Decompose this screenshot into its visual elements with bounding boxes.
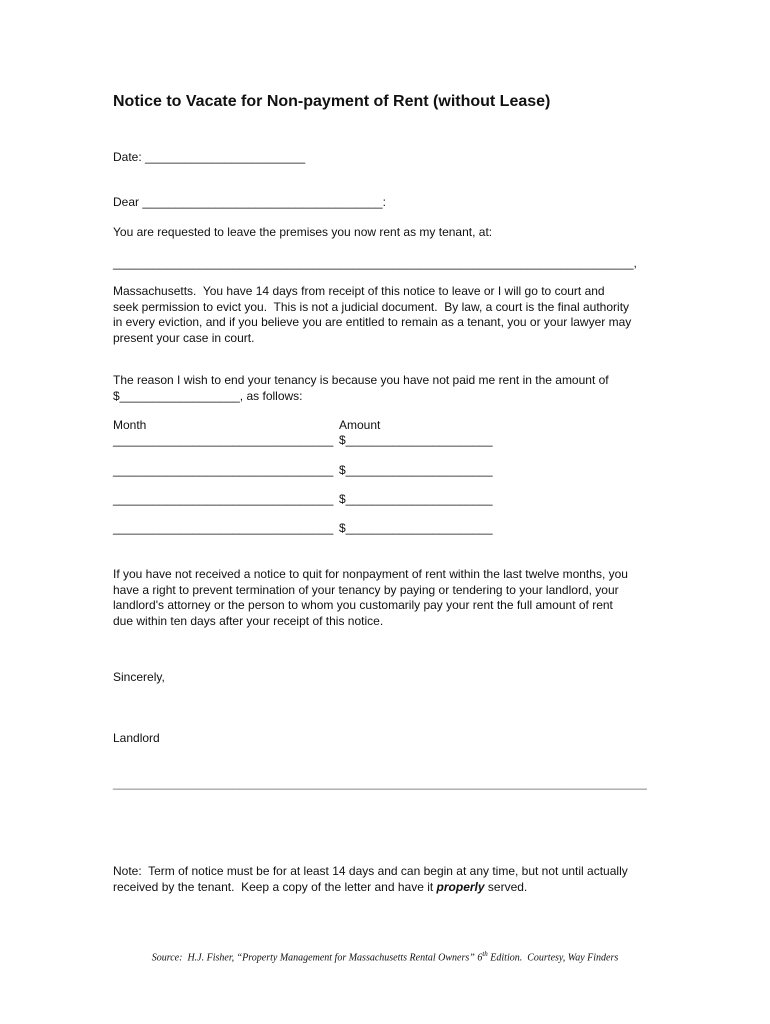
amount-header: Amount (339, 418, 381, 432)
source-footer (0, 950, 770, 963)
source-text: Source: H.J. Fisher, “Property Management for Massachusetts Rental Owners” 6 (151, 952, 483, 964)
amount-blank: $______________________ (339, 521, 493, 535)
intro-text: You are requested to leave the premises you now rent as my tenant, at: (113, 225, 493, 239)
notice-line: Massachusetts. You have 14 days from receipt of this notice to leave or I will go to court and (113, 284, 605, 298)
edition-superscript: th (482, 950, 488, 958)
amount-blank: $______________________ (339, 433, 493, 447)
notice-paragraph (113, 284, 663, 346)
reason-line: The reason I wish to end your tenancy is because you have not paid me rent in the amount of (113, 373, 609, 387)
amount-blank: $______________________ (339, 463, 493, 477)
right-line: due within ten days after your receipt of this notice. (113, 613, 384, 628)
notice-line: seek permission to evict you. This is not a judicial document. By law, a court is the final authority (113, 299, 630, 314)
month-blank: _________________________________ (113, 492, 334, 506)
right-line: landlord's attorney or the person to whom you customarily pay your rent the full amount of rent (113, 598, 613, 612)
month-blank: _________________________________ (113, 521, 334, 535)
source-text-end: Edition. Courtesy, Way Finders (487, 952, 619, 964)
right-line: have a right to prevent termination of your tenancy by paying or tendering to your landlord, your (113, 582, 619, 597)
right-line: If you have not received a notice to quit for nonpayment of rent within the last twelve months, you (113, 567, 628, 581)
note-line: Note: Term of notice must be for at least 14 days and can begin at any time, but not until actually (113, 864, 628, 878)
closing-text: Sincerely, (113, 670, 165, 684)
dear-line: Dear ____________________________________: (113, 195, 386, 209)
note-text: served. (484, 879, 528, 894)
signature-line: ________________________________________________________________________________ (113, 776, 647, 790)
month-blank: _________________________________ (113, 463, 334, 477)
reason-paragraph (113, 373, 663, 404)
address-line: ______________________________________________________________________________, (113, 256, 637, 270)
month-header: Month (113, 418, 147, 432)
properly-emphasis: properly (436, 879, 485, 894)
month-blank: _________________________________ (113, 433, 334, 447)
right-paragraph (113, 567, 663, 629)
note-paragraph (113, 864, 663, 895)
date-line: Date: ________________________ (113, 150, 306, 164)
note-line (113, 880, 663, 896)
notice-line: present your case in court. (113, 330, 255, 345)
note-text: received by the tenant. Keep a copy of the letter and have it (113, 879, 437, 894)
amount-blank: $______________________ (339, 492, 493, 506)
notice-line: in every eviction, and if you believe you are entitled to remain as a tenant, you or your lawyer may (113, 315, 632, 329)
landlord-label: Landlord (113, 731, 160, 745)
reason-line: $__________________, as follows: (113, 388, 303, 403)
document-title: Notice to Vacate for Non-payment of Rent (without Lease) (113, 93, 551, 110)
